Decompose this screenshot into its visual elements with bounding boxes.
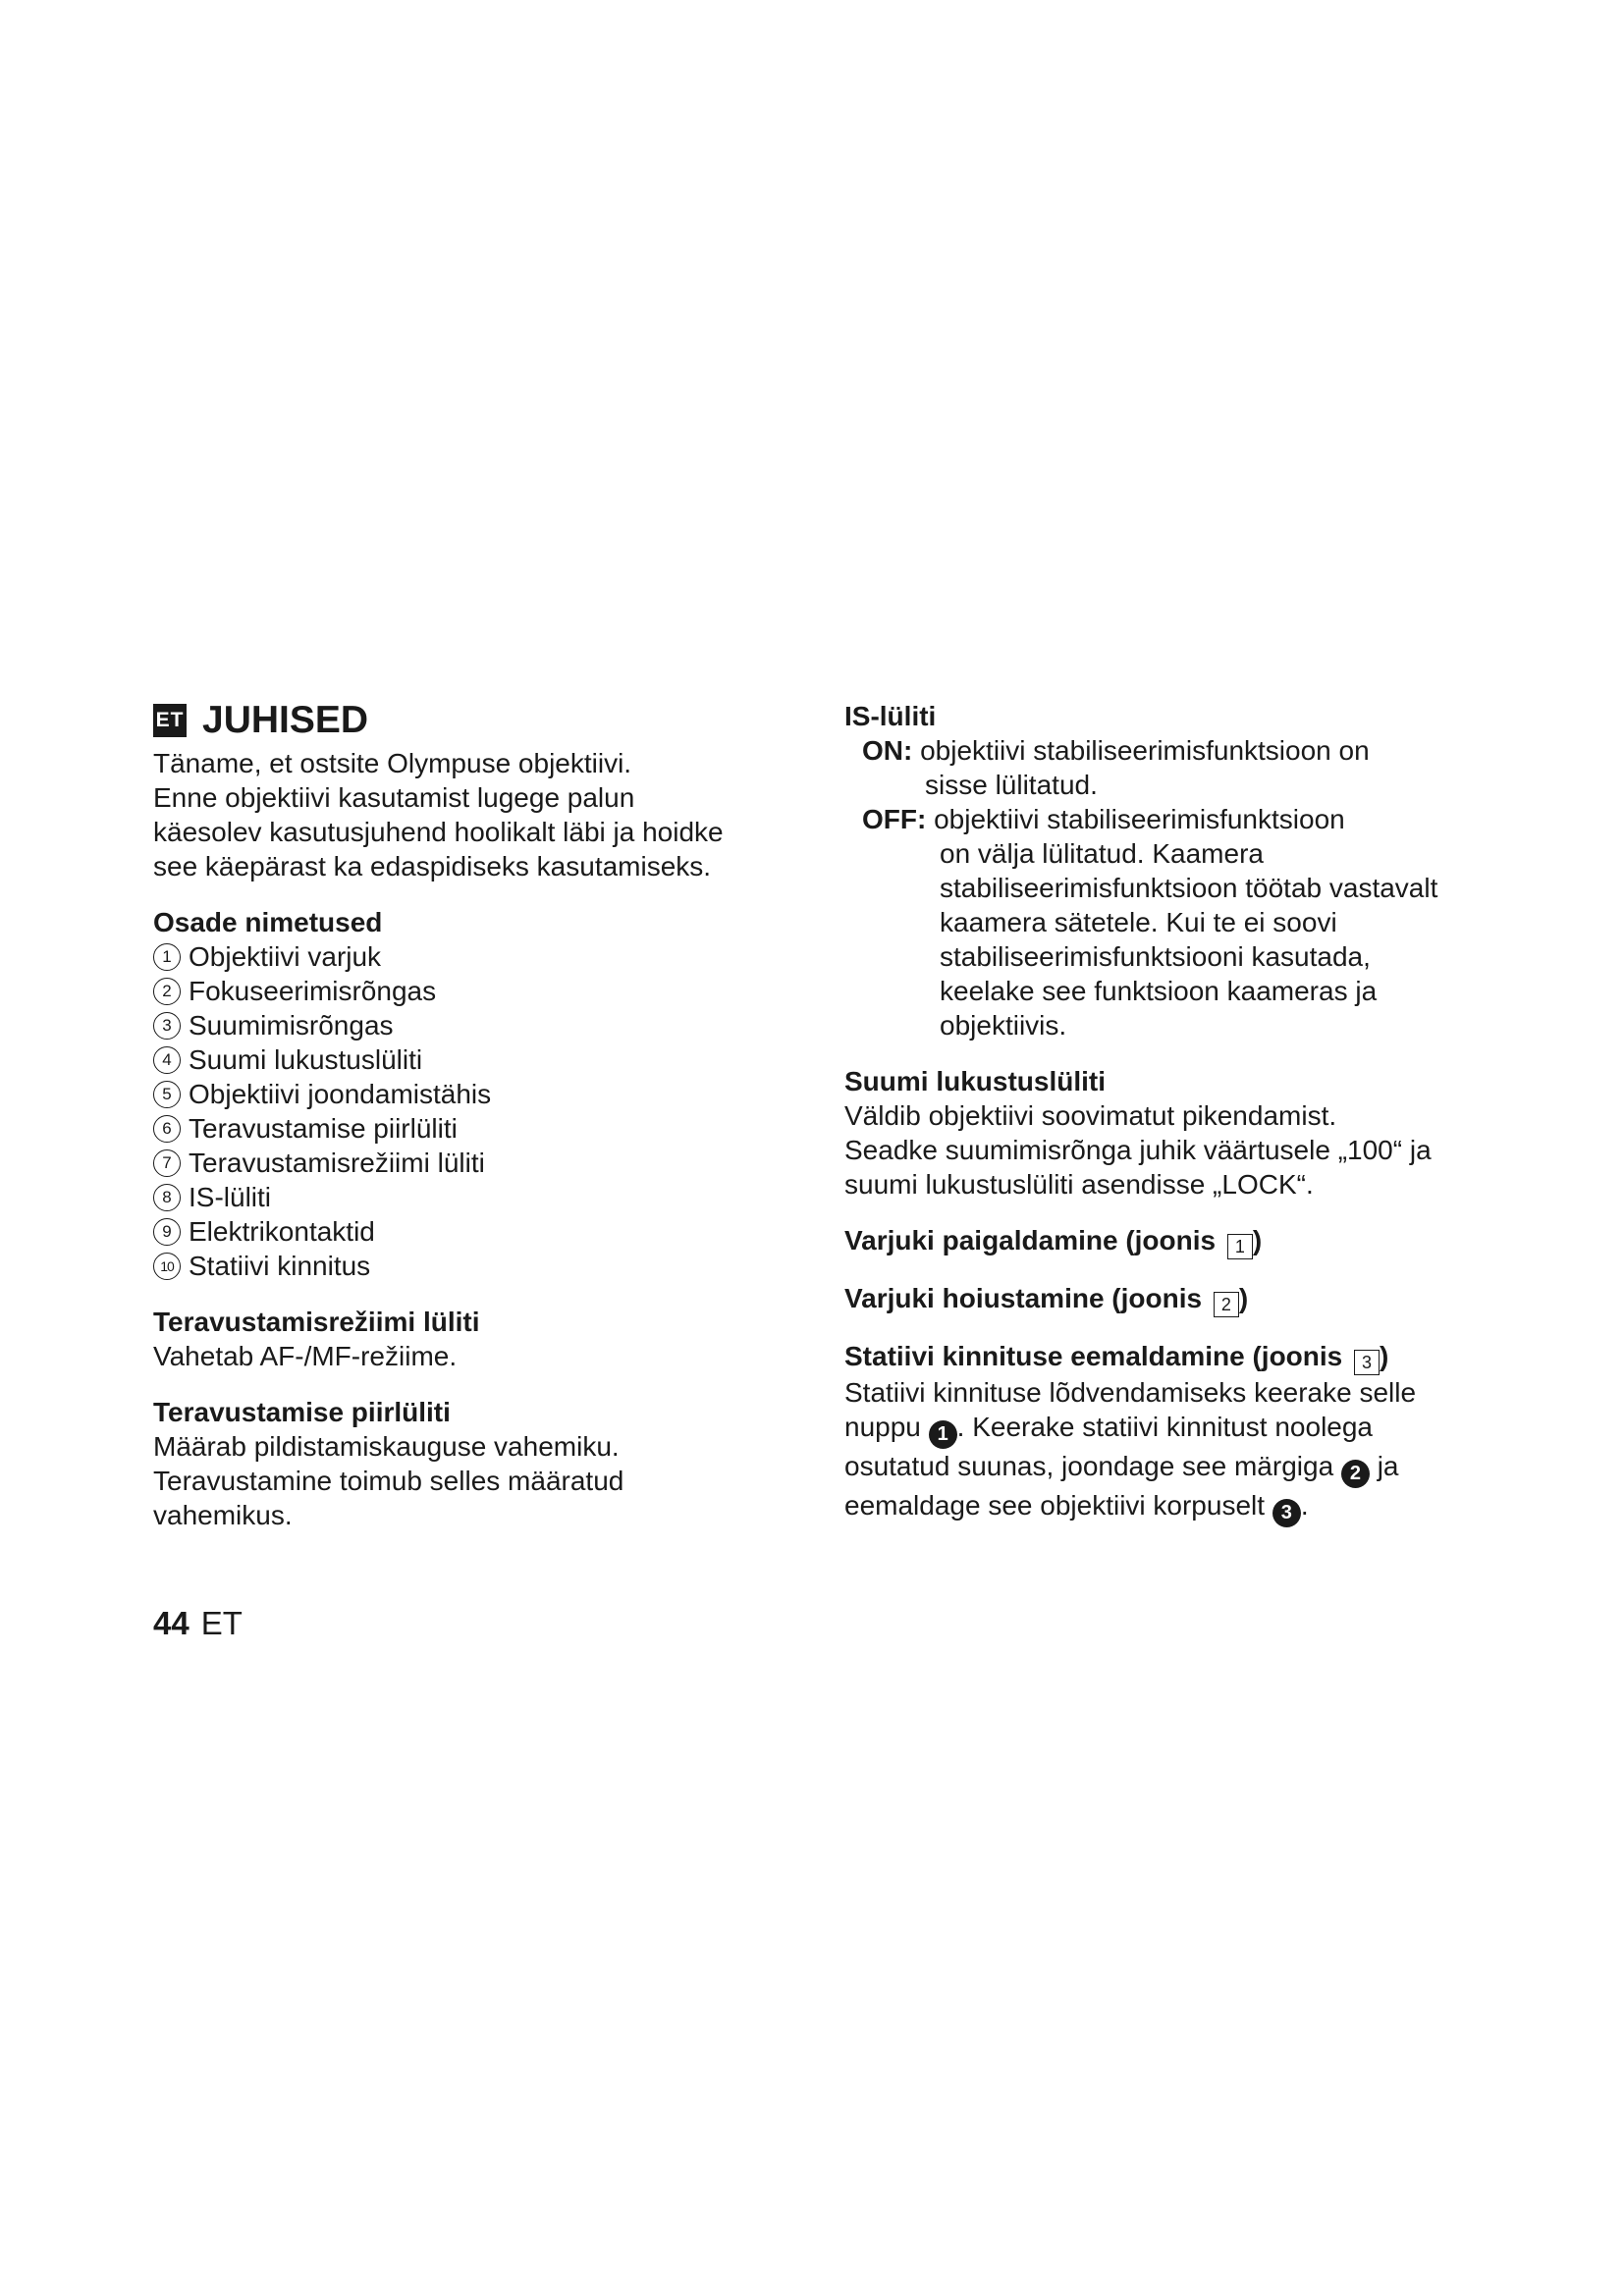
part-label: Objektiivi varjuk — [189, 941, 382, 972]
hood-attach-heading — [844, 1223, 1492, 1259]
left-column — [153, 699, 801, 1532]
list-item — [153, 1146, 801, 1180]
list-item — [153, 1042, 801, 1077]
figure-ref-box: 2 — [1214, 1292, 1239, 1317]
zoom-lock-heading: Suumi lukustuslüliti — [844, 1066, 1107, 1096]
is-on-definition — [844, 733, 1492, 768]
circled-number: 7 — [153, 1149, 181, 1177]
tripod-text: nuppu — [844, 1412, 921, 1442]
right-column — [844, 699, 1492, 1527]
circled-number: 4 — [153, 1046, 181, 1074]
on-text-cont: sisse lülitatud. — [925, 770, 1098, 800]
is-off-definition — [844, 802, 1492, 836]
tripod-text: osutatud suunas, joondage see märgiga — [844, 1451, 1334, 1481]
list-item — [153, 1214, 801, 1249]
tripod-text: ja — [1377, 1451, 1399, 1481]
on-term: ON: — [862, 735, 913, 766]
hood-attach-text: Varjuki paigaldamine (joonis — [844, 1225, 1217, 1255]
list-item — [153, 1180, 801, 1214]
circled-number: 2 — [153, 978, 181, 1005]
circled-number: 1 — [153, 943, 181, 971]
intro-line: see käepärast ka edaspidiseks kasutamiseks. — [153, 851, 712, 881]
focus-limit-line: Määrab pildistamiskauguse vahemiku. — [153, 1431, 620, 1462]
off-text-cont: keelake see funktsioon kaameras ja — [940, 976, 1378, 1006]
focus-limit-line: vahemikus. — [153, 1500, 293, 1530]
circled-number: 9 — [153, 1218, 181, 1246]
is-switch-heading: IS-lüliti — [844, 701, 937, 731]
page-footer — [153, 1604, 243, 1643]
figure-ref-box: 1 — [1227, 1234, 1253, 1259]
language-badge: ET — [153, 704, 187, 737]
intro-paragraph — [153, 746, 801, 883]
part-label: Fokuseerimisrõngas — [189, 976, 437, 1006]
step-badge: 1 — [929, 1420, 957, 1449]
figure-ref-box: 3 — [1354, 1350, 1380, 1375]
circled-number: 3 — [153, 1012, 181, 1040]
zoom-lock-line: suumi lukustuslüliti asendisse „LOCK“. — [844, 1169, 1314, 1200]
focus-mode-heading: Teravustamisrežiimi lüliti — [153, 1307, 480, 1337]
list-item — [153, 1111, 801, 1146]
paren-close: ) — [1252, 1225, 1263, 1255]
off-text-cont: stabiliseerimisfunktsioon töötab vastavalt — [940, 873, 1438, 903]
hood-store-text: Varjuki hoiustamine (joonis — [844, 1283, 1203, 1313]
part-label: IS-lüliti — [189, 1182, 272, 1212]
off-text-cont: on välja lülitatud. Kaamera — [940, 838, 1264, 869]
tripod-text: . Keerake statiivi kinnitust noolega — [956, 1412, 1374, 1442]
tripod-remove-text: Statiivi kinnituse eemaldamine (joonis — [844, 1341, 1343, 1371]
off-text-cont: stabiliseerimisfunktsiooni kasutada, — [940, 941, 1371, 972]
part-label: Teravustamise piirlüliti — [189, 1113, 458, 1144]
part-label: Statiivi kinnitus — [189, 1251, 371, 1281]
step-badge: 3 — [1272, 1499, 1301, 1527]
focus-limit-heading: Teravustamise piirlüliti — [153, 1397, 451, 1427]
list-item — [153, 974, 801, 1008]
part-label: Teravustamisrežiimi lüliti — [189, 1148, 485, 1178]
footer-language: ET — [200, 1605, 243, 1641]
list-item — [153, 1249, 801, 1283]
list-item — [153, 1077, 801, 1111]
tripod-text: . — [1300, 1490, 1309, 1521]
on-text: objektiivi stabiliseerimisfunktsioon on — [920, 735, 1370, 766]
circled-number: 5 — [153, 1081, 181, 1108]
part-label: Suumi lukustuslüliti — [189, 1044, 423, 1075]
circled-number: 8 — [153, 1184, 181, 1211]
intro-line: Täname, et ostsite Olympuse objektiivi. — [153, 748, 632, 778]
title-text: JUHISED — [202, 699, 369, 741]
part-label: Suumimisrõngas — [189, 1010, 394, 1041]
circled-number: 10 — [153, 1253, 181, 1280]
tripod-remove-heading — [844, 1339, 1492, 1375]
paren-close: ) — [1238, 1283, 1249, 1313]
page-title — [153, 699, 801, 742]
off-term: OFF: — [862, 804, 927, 834]
zoom-lock-line: Väldib objektiivi soovimatut pikendamist. — [844, 1100, 1337, 1131]
off-text-cont: objektiivis. — [940, 1010, 1067, 1041]
off-text: objektiivi stabiliseerimisfunktsioon — [934, 804, 1345, 834]
tripod-line — [844, 1449, 1492, 1488]
part-label: Objektiivi joondamistähis — [189, 1079, 492, 1109]
step-badge: 2 — [1341, 1460, 1370, 1488]
tripod-remove-paragraph — [844, 1375, 1492, 1527]
focus-limit-line: Teravustamine toimub selles määratud — [153, 1466, 624, 1496]
focus-mode-text: Vahetab AF-/MF-režiime. — [153, 1341, 458, 1371]
tripod-line — [844, 1488, 1492, 1527]
intro-line: Enne objektiivi kasutamist lugege palun — [153, 782, 635, 813]
list-item — [153, 939, 801, 974]
zoom-lock-line: Seadke suumimisrõnga juhik väärtusele „100“ ja — [844, 1135, 1432, 1165]
page-number: 44 — [153, 1605, 189, 1641]
circled-number: 6 — [153, 1115, 181, 1143]
parts-heading: Osade nimetused — [153, 907, 383, 937]
tripod-text: eemaldage see objektiivi korpuselt — [844, 1490, 1266, 1521]
paren-close: ) — [1380, 1341, 1389, 1371]
tripod-line: Statiivi kinnituse lõdvendamiseks keerake selle — [844, 1377, 1417, 1408]
hood-store-heading — [844, 1281, 1492, 1317]
intro-line: käesolev kasutusjuhend hoolikalt läbi ja hoidke — [153, 817, 724, 847]
part-label: Elektrikontaktid — [189, 1216, 375, 1247]
list-item — [153, 1008, 801, 1042]
off-text-cont: kaamera sätetele. Kui te ei soovi — [940, 907, 1337, 937]
parts-list — [153, 939, 801, 1283]
tripod-line — [844, 1410, 1492, 1449]
